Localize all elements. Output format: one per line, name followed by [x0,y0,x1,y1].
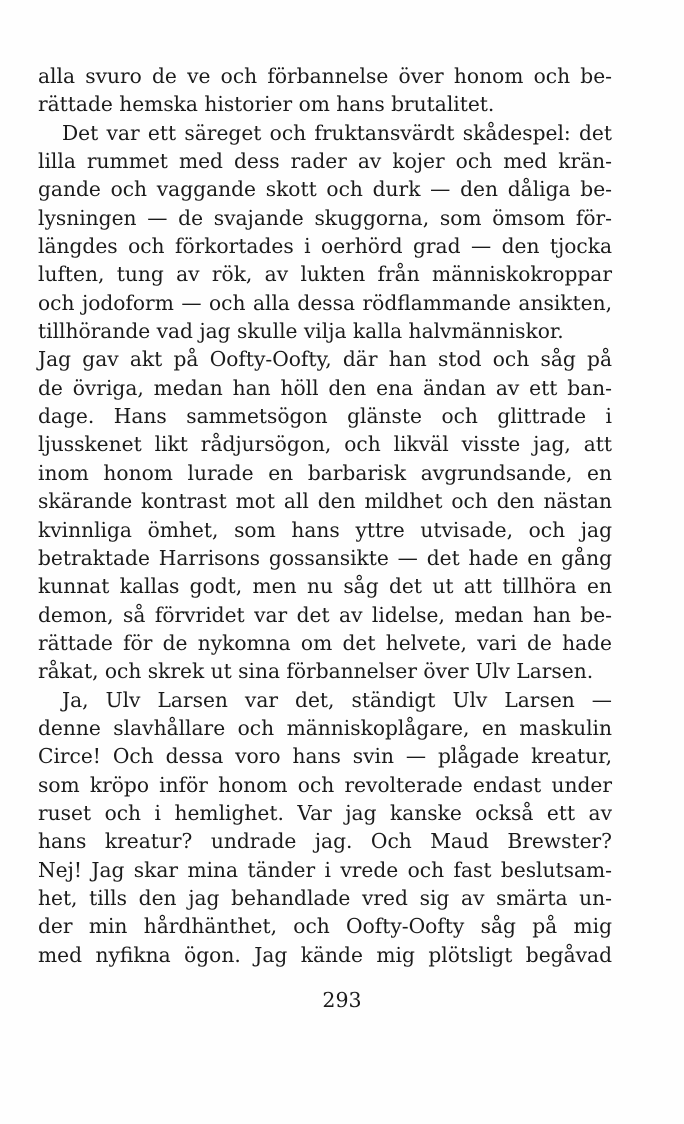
text-line: alla svuro de ve och förbannelse över honom och be- [38,64,612,88]
text-line: ruset och i hemlighet. Var jag kanske också ett av [38,800,612,825]
text-line: skärande kontrast mot all den mildhet och den nästan [38,489,612,514]
body-text [38,62,612,969]
text-line: der min hårdhänthet, och Oofty-Oofty såg på mig [38,914,612,939]
text-line: som kröpo inför honom och revolterade endast under [38,772,612,797]
text-line: hans kreatur? undrade jag. Och Maud Brewster? [38,829,612,854]
text-line: demon, så förvridet var det av lidelse, medan han be- [38,602,612,627]
text-line: Circe! Och dessa voro hans svin — plågade kreatur, [38,744,612,769]
text-line: denne slavhållare och människoplågare, en maskulin [38,715,612,740]
text-line: kvinnliga ömhet, som hans yttre utvisade, och jag [38,517,612,542]
text-line: inom honom lurade en barbarisk avgrundsande, en [38,460,612,485]
page-number: 293 [322,988,362,1012]
text-line: Ja, Ulv Larsen var det, ständigt Ulv Larsen — [62,687,612,712]
text-line: gande och vaggande skott och durk — den dåliga be- [38,177,612,202]
text-line: med nyfikna ögon. Jag kände mig plötsligt begåvad [38,942,612,967]
text-line: luften, tung av rök, av lukten från människokroppar [38,262,612,287]
text-line: rättade för de nykomna om det helvete, vari de hade [38,630,612,655]
text-line: lysningen — de svajande skuggorna, som ömsom för- [38,205,612,230]
text-line: ljusskenet likt rådjursögon, och likväl visste jag, att [38,432,612,457]
text-line: lilla rummet med dess rader av kojer och med krän- [38,149,612,174]
text-line: Det var ett säreget och fruktansvärdt skådespel: det [62,120,612,145]
text-line: dage. Hans sammetsögon glänste och glittrade i [38,404,612,429]
text-line: längdes och förkortades i oerhörd grad — den tjocka [38,234,612,259]
text-line: råkat, och skrek ut sina förbannelser över Ulv Larsen. [38,659,594,684]
text-line: tillhörande vad jag skulle vilja kalla halvmänniskor. [38,319,564,344]
text-line: de övriga, medan han höll den ena ändan av ett ban- [38,375,612,400]
text-line: kunnat kallas godt, men nu såg det ut att tillhöra en [38,574,612,599]
text-line: Nej! Jag skar mina tänder i vrede och fast beslutsam- [38,857,612,882]
text-line: och jodoform — och alla dessa rödflammande ansikten, [38,290,612,315]
text-line: rättade hemska historier om hans brutalitet. [38,92,495,117]
text-line: Jag gav akt på Oofty-Oofty, där han stod och såg på [38,347,612,372]
text-line: betraktade Harrisons gossansikte — det hade en gång [38,545,612,570]
text-line: het, tills den jag behandlade vred sig av smärta un- [38,885,612,910]
